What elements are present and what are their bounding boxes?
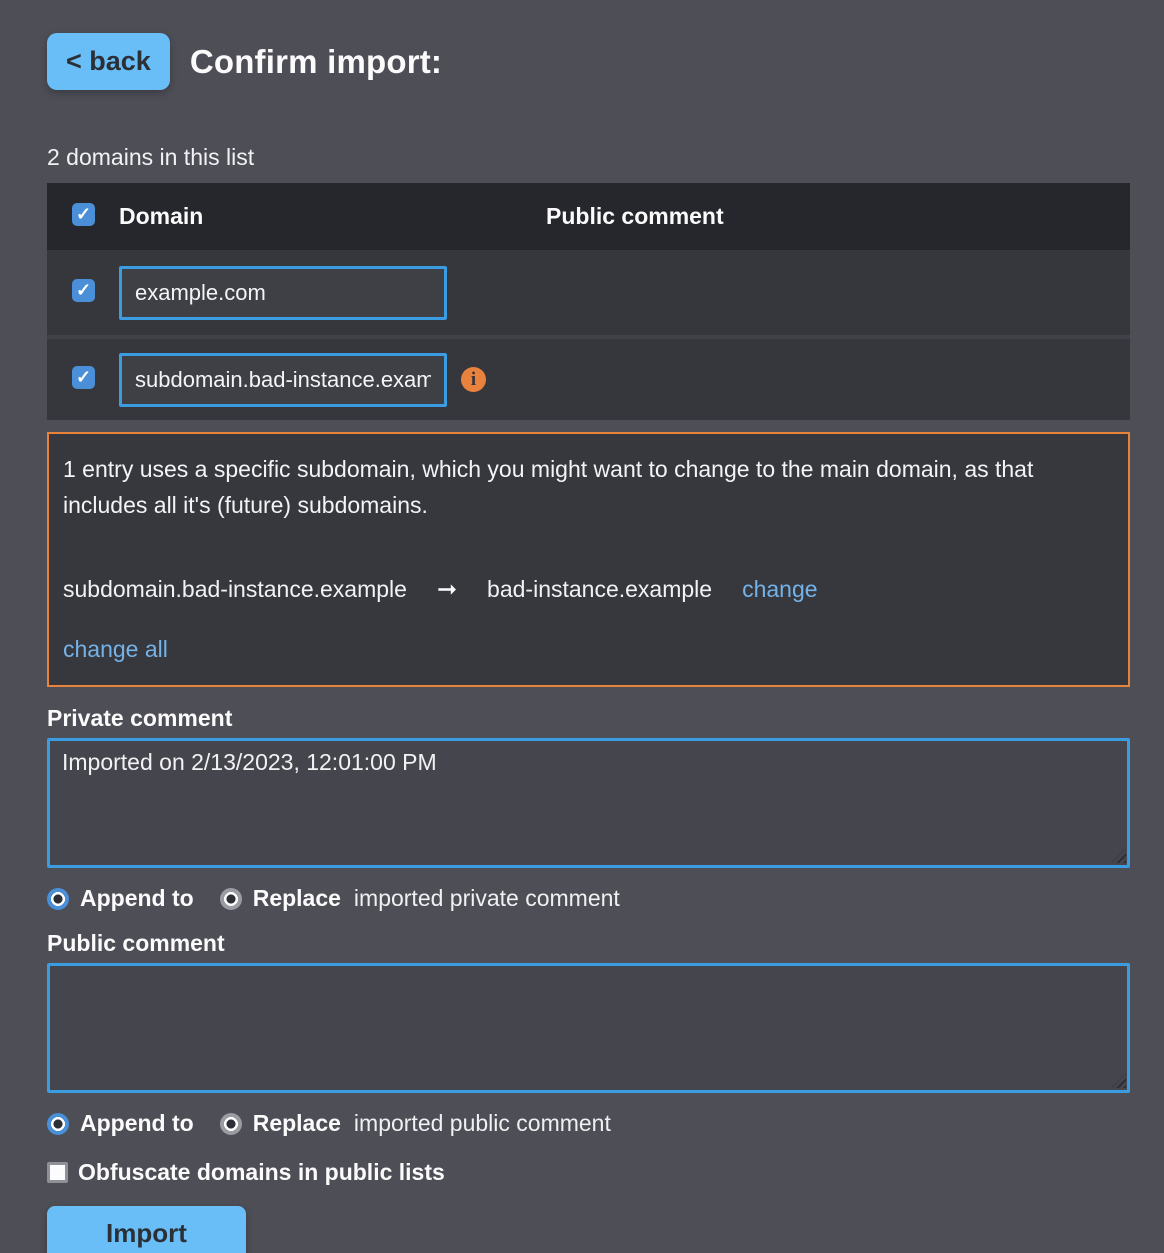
import-button[interactable]: Import (47, 1206, 246, 1253)
private-comment-label: Private comment (47, 705, 233, 732)
public-comment-mode-row (47, 1110, 1130, 1137)
column-header-public-comment: Public comment (546, 203, 724, 229)
public-comment-wrap (47, 963, 1130, 1093)
private-comment-textarea[interactable] (47, 738, 1130, 868)
row-checkbox[interactable] (72, 279, 95, 302)
public-append-label[interactable]: Append to (80, 1110, 194, 1137)
info-icon[interactable]: i (461, 367, 486, 392)
private-replace-label[interactable]: Replace (252, 885, 341, 912)
private-append-label[interactable]: Append to (80, 885, 194, 912)
back-button[interactable]: < back (47, 33, 170, 90)
arrow-right-icon: ➞ (436, 576, 458, 604)
subdomain-mapping-row (63, 575, 1114, 604)
table-row (47, 335, 1130, 420)
page-title: Confirm import: (189, 42, 443, 80)
table-header-row (47, 183, 1130, 250)
domain-cell (119, 353, 497, 407)
public-comment-label: Public comment (47, 930, 225, 957)
domain-count-summary: 2 domains in this list (47, 144, 255, 170)
public-append-radio[interactable] (47, 1113, 69, 1135)
select-all-cell (47, 203, 119, 231)
page-header (47, 33, 1130, 90)
obfuscate-label[interactable]: Obfuscate domains in public lists (78, 1159, 445, 1186)
domain-cell (119, 266, 497, 320)
row-select-cell (47, 366, 119, 394)
private-append-radio[interactable] (47, 888, 69, 910)
public-replace-label[interactable]: Replace (252, 1110, 341, 1137)
subdomain-warning-box (47, 432, 1130, 687)
public-mode-suffix: imported public comment (353, 1110, 611, 1137)
row-checkbox[interactable] (72, 366, 95, 389)
row-select-cell (47, 279, 119, 307)
public-comment-textarea[interactable] (47, 963, 1130, 1093)
private-comment-mode-row (47, 885, 1130, 912)
obfuscate-checkbox[interactable] (47, 1162, 68, 1183)
column-header-domain: Domain (119, 203, 204, 229)
mapping-from-domain: subdomain.bad-instance.example (63, 576, 407, 603)
mapping-to-domain: bad-instance.example (487, 576, 713, 603)
domain-table (47, 183, 1130, 420)
change-link[interactable]: change (742, 576, 818, 603)
table-row (47, 250, 1130, 335)
private-mode-suffix: imported private comment (353, 885, 620, 912)
change-all-link[interactable]: change all (63, 636, 168, 663)
obfuscate-row (47, 1159, 1130, 1186)
domain-input[interactable] (119, 353, 447, 407)
domain-input[interactable] (119, 266, 447, 320)
private-replace-radio[interactable] (220, 888, 242, 910)
public-replace-radio[interactable] (220, 1113, 242, 1135)
warning-message: 1 entry uses a specific subdomain, which you might want to change to the main domain, as that includes all it's (future) subdomains. (63, 456, 1034, 518)
select-all-checkbox[interactable] (72, 203, 95, 226)
private-comment-wrap (47, 738, 1130, 868)
